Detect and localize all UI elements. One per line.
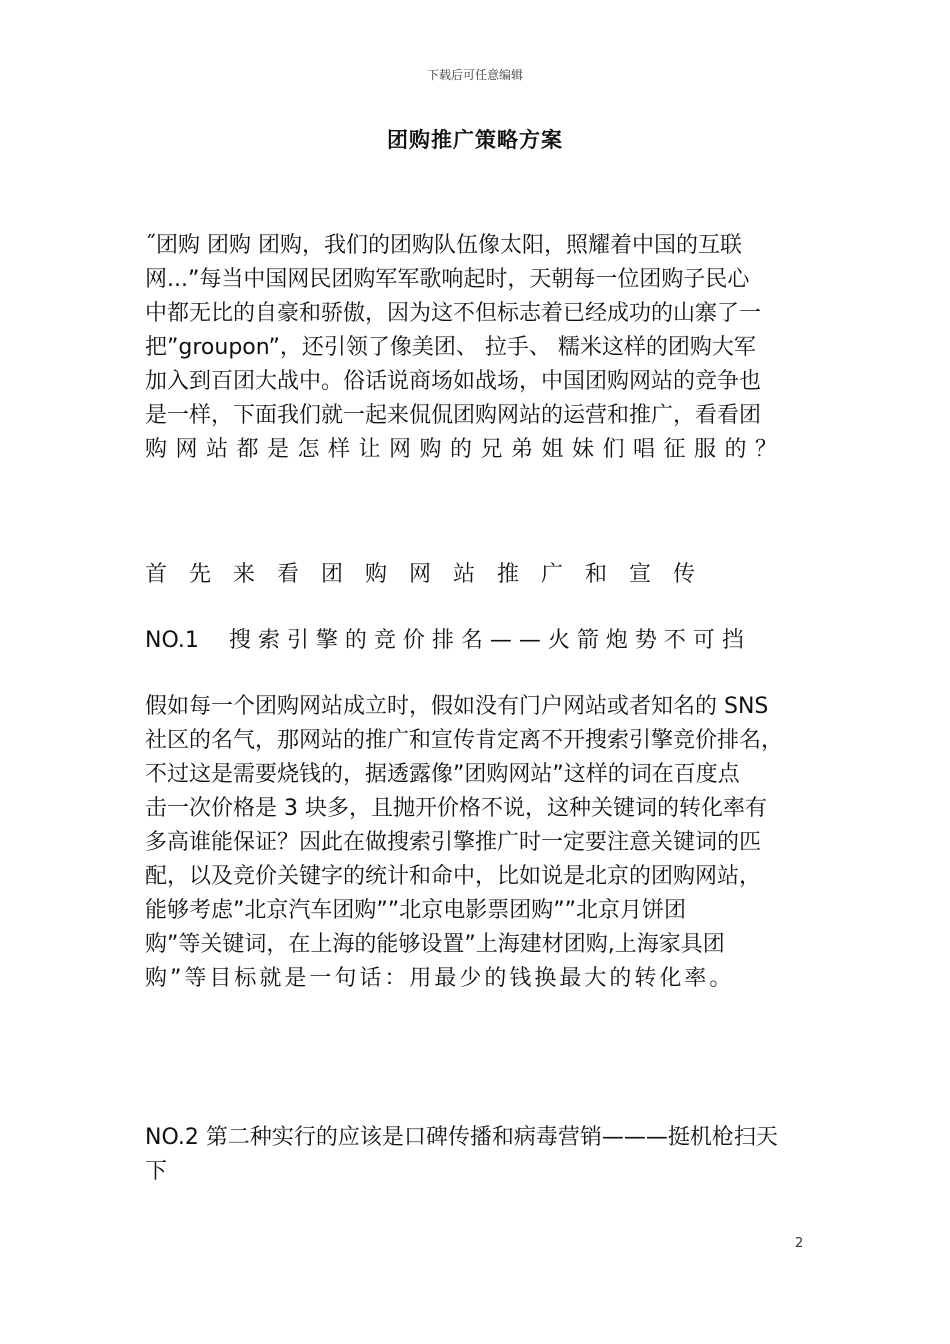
text-line: 中都无比的自豪和骄傲，因为这不但标志着已经成功的山寨了一 (145, 301, 762, 326)
text-line: 把”groupon”，还引领了像美团、 拉手、 糯米这样的团购大军 (145, 335, 756, 360)
page-header-note: 下载后可任意编辑 (426, 68, 523, 82)
text-line: 是一样，下面我们就一起来侃侃团购网站的运营和推广，看看团 (145, 403, 762, 428)
text-line: 配，以及竞价关键字的统计和命中，比如说是北京的团购网站， (145, 864, 762, 889)
no1-label: NO.1 (145, 628, 199, 653)
section-heading-text: 首先来看团购网站推广和宣传 (145, 562, 718, 587)
text-line: 社区的名气，那网站的推广和宣传肯定离不开搜索引擎竞价排名， (145, 728, 784, 753)
text-line: 击一次价格是 3 块多，且抛开价格不说，这种关键词的转化率有 (145, 796, 767, 821)
text-line: 购”等目标就是一句话：用最少的钱换最大的转化率。 (145, 966, 735, 991)
no1-paragraph (145, 690, 815, 996)
text-line: 不过这是需要烧钱的，据透露像”团购网站”这样的词在百度点 (145, 762, 740, 787)
text-line: 购网站都是怎样让网购的兄弟姐妹们唱征服的？ (145, 437, 786, 462)
text-line: NO.2 第二种实行的应该是口碑传播和病毒营销———挺机枪扫天 (145, 1125, 778, 1150)
text-line: ˝团购 团购 团购，我们的团购队伍像太阳，照耀着中国的互联 (145, 233, 742, 258)
no1-heading (145, 624, 815, 658)
text-line: 加入到百团大战中。俗话说商场如战场，中国团购网站的竞争也 (145, 369, 762, 394)
no2-heading (145, 1121, 815, 1189)
text-line: 网...”每当中国网民团购军军歌响起时，天朝每一位团购子民心 (145, 267, 750, 292)
no1-heading-line (145, 624, 815, 658)
text-line: 多高谁能保证？因此在做搜索引擎推广时一定要注意关键词的匹 (145, 830, 762, 855)
no1-heading-text: 搜索引擎的竞价排名——火箭炮势不可挡 (228, 628, 751, 653)
intro-paragraph (145, 229, 815, 467)
section-heading (145, 558, 815, 592)
text-line: 下 (145, 1159, 168, 1184)
page-number: 2 (795, 1236, 804, 1251)
document-title: 团购推广策略方案 (387, 128, 563, 152)
text-line: 能够考虑”北京汽车团购””北京电影票团购””北京月饼团 (145, 898, 686, 923)
text-line: 购”等关键词，在上海的能够设置”上海建材团购,上海家具团 (145, 932, 725, 957)
text-line: 假如每一个团购网站成立时，假如没有门户网站或者知名的 SNS (145, 694, 769, 719)
